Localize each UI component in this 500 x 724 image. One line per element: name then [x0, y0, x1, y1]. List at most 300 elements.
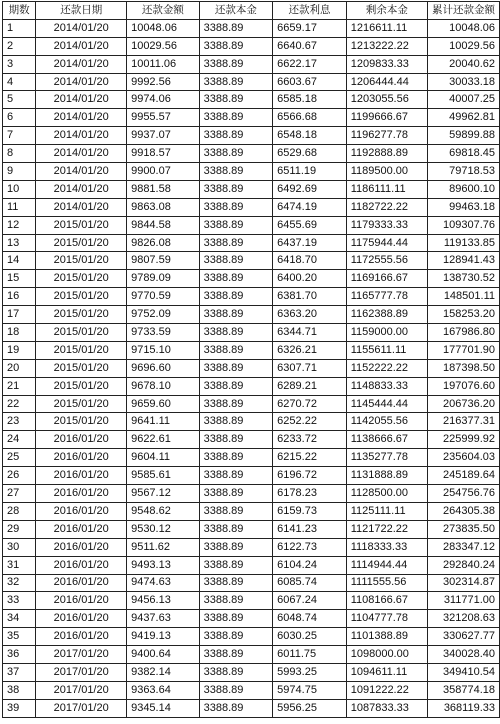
cell-principal: 3388.89: [199, 234, 273, 252]
cell-remaining-principal: 1087833.33: [346, 699, 427, 717]
cell-period: 8: [3, 145, 36, 163]
cell-interest: 6344.71: [273, 324, 347, 342]
cell-interest: 6455.69: [273, 216, 347, 234]
cell-cumulative-amount: 148501.11: [427, 288, 499, 306]
cell-repay-amount: 9419.13: [127, 628, 200, 646]
cell-remaining-principal: 1179333.33: [346, 216, 427, 234]
cell-remaining-principal: 1165777.78: [346, 288, 427, 306]
cell-repay-date: 2015/01/20: [36, 270, 127, 288]
cell-principal: 3388.89: [199, 485, 273, 503]
cell-period: 10: [3, 180, 36, 198]
cell-repay-date: 2016/01/20: [36, 449, 127, 467]
cell-repay-date: 2014/01/20: [36, 198, 127, 216]
cell-period: 5: [3, 91, 36, 109]
cell-period: 29: [3, 520, 36, 538]
cell-repay-amount: 9807.59: [127, 252, 200, 270]
cell-principal: 3388.89: [199, 395, 273, 413]
cell-principal: 3388.89: [199, 538, 273, 556]
cell-repay-amount: 9770.59: [127, 288, 200, 306]
cell-cumulative-amount: 10029.56: [427, 37, 499, 55]
cell-remaining-principal: 1209833.33: [346, 55, 427, 73]
table-row: [3, 663, 500, 681]
cell-principal: 3388.89: [199, 502, 273, 520]
cell-principal: 3388.89: [199, 467, 273, 485]
cell-repay-date: 2014/01/20: [36, 91, 127, 109]
cell-period: 12: [3, 216, 36, 234]
cell-interest: 6104.24: [273, 556, 347, 574]
cell-cumulative-amount: 69818.45: [427, 145, 499, 163]
cell-cumulative-amount: 128941.43: [427, 252, 499, 270]
table-row: [3, 592, 500, 610]
cell-principal: 3388.89: [199, 377, 273, 395]
cell-repay-amount: 9382.14: [127, 663, 200, 681]
cell-interest: 6603.67: [273, 73, 347, 91]
cell-principal: 3388.89: [199, 55, 273, 73]
cell-period: 27: [3, 485, 36, 503]
table-row: [3, 610, 500, 628]
cell-cumulative-amount: 177701.90: [427, 341, 499, 359]
cell-remaining-principal: 1186111.11: [346, 180, 427, 198]
cell-interest: 6418.70: [273, 252, 347, 270]
table-row: [3, 449, 500, 467]
cell-principal: 3388.89: [199, 127, 273, 145]
cell-principal: 3388.89: [199, 556, 273, 574]
table-row: [3, 628, 500, 646]
cell-cumulative-amount: 349410.54: [427, 663, 499, 681]
cell-period: 31: [3, 556, 36, 574]
table-row: [3, 216, 500, 234]
cell-repay-amount: 9641.11: [127, 413, 200, 431]
table-row: [3, 55, 500, 73]
table-row: [3, 198, 500, 216]
cell-principal: 3388.89: [199, 663, 273, 681]
cell-principal: 3388.89: [199, 520, 273, 538]
cell-repay-date: 2015/01/20: [36, 324, 127, 342]
cell-repay-date: 2016/01/20: [36, 592, 127, 610]
table-row: [3, 324, 500, 342]
cell-interest: 6529.68: [273, 145, 347, 163]
cell-repay-amount: 9696.60: [127, 359, 200, 377]
table-row: [3, 681, 500, 699]
cell-principal: 3388.89: [199, 91, 273, 109]
cell-period: 30: [3, 538, 36, 556]
table-row: [3, 413, 500, 431]
cell-repay-date: 2015/01/20: [36, 359, 127, 377]
cell-repay-amount: 9918.57: [127, 145, 200, 163]
cell-interest: 6178.23: [273, 485, 347, 503]
cell-principal: 3388.89: [199, 109, 273, 127]
cell-remaining-principal: 1189500.00: [346, 163, 427, 181]
cell-period: 15: [3, 270, 36, 288]
cell-repay-date: 2015/01/20: [36, 306, 127, 324]
cell-interest: 6122.73: [273, 538, 347, 556]
cell-cumulative-amount: 206736.20: [427, 395, 499, 413]
cell-interest: 6622.17: [273, 55, 347, 73]
table-row: [3, 556, 500, 574]
cell-repay-amount: 9715.10: [127, 341, 200, 359]
cell-repay-amount: 9863.08: [127, 198, 200, 216]
cell-repay-amount: 9659.60: [127, 395, 200, 413]
cell-period: 22: [3, 395, 36, 413]
cell-remaining-principal: 1125111.11: [346, 502, 427, 520]
cell-repay-amount: 9789.09: [127, 270, 200, 288]
cell-period: 7: [3, 127, 36, 145]
cell-repay-date: 2015/01/20: [36, 234, 127, 252]
table-row: [3, 341, 500, 359]
cell-interest: 6307.71: [273, 359, 347, 377]
cell-interest: 6270.72: [273, 395, 347, 413]
table-row: [3, 91, 500, 109]
cell-period: 34: [3, 610, 36, 628]
table-row: [3, 127, 500, 145]
cell-repay-date: 2015/01/20: [36, 413, 127, 431]
cell-remaining-principal: 1111555.56: [346, 574, 427, 592]
cell-repay-amount: 10029.56: [127, 37, 200, 55]
cell-repay-amount: 9678.10: [127, 377, 200, 395]
table-row: [3, 145, 500, 163]
cell-remaining-principal: 1142055.56: [346, 413, 427, 431]
table-row: [3, 163, 500, 181]
cell-period: 13: [3, 234, 36, 252]
cell-period: 4: [3, 73, 36, 91]
cell-cumulative-amount: 10048.06: [427, 19, 499, 37]
cell-remaining-principal: 1155611.11: [346, 341, 427, 359]
cell-cumulative-amount: 264305.38: [427, 502, 499, 520]
cell-interest: 6548.18: [273, 127, 347, 145]
cell-remaining-principal: 1206444.44: [346, 73, 427, 91]
cell-remaining-principal: 1135277.78: [346, 449, 427, 467]
cell-interest: 6011.75: [273, 646, 347, 664]
cell-repay-date: 2016/01/20: [36, 556, 127, 574]
cell-interest: 6640.67: [273, 37, 347, 55]
cell-repay-date: 2017/01/20: [36, 681, 127, 699]
cell-repay-date: 2016/01/20: [36, 467, 127, 485]
cell-repay-amount: 9604.11: [127, 449, 200, 467]
cell-cumulative-amount: 197076.60: [427, 377, 499, 395]
table-row: [3, 109, 500, 127]
cell-repay-date: 2015/01/20: [36, 395, 127, 413]
cell-period: 37: [3, 663, 36, 681]
table-row: [3, 395, 500, 413]
cell-period: 9: [3, 163, 36, 181]
cell-interest: 6566.68: [273, 109, 347, 127]
cell-cumulative-amount: 20040.62: [427, 55, 499, 73]
cell-cumulative-amount: 311771.00: [427, 592, 499, 610]
cell-remaining-principal: 1121722.22: [346, 520, 427, 538]
repayment-schedule-table: [2, 1, 500, 718]
cell-interest: 6492.69: [273, 180, 347, 198]
cell-cumulative-amount: 49962.81: [427, 109, 499, 127]
table-row: [3, 574, 500, 592]
cell-repay-date: 2016/01/20: [36, 628, 127, 646]
table-row: [3, 73, 500, 91]
table-row: [3, 252, 500, 270]
cell-principal: 3388.89: [199, 324, 273, 342]
cell-principal: 3388.89: [199, 413, 273, 431]
cell-period: 2: [3, 37, 36, 55]
cell-repay-date: 2015/01/20: [36, 252, 127, 270]
cell-repay-amount: 9937.07: [127, 127, 200, 145]
cell-period: 33: [3, 592, 36, 610]
cell-repay-date: 2014/01/20: [36, 145, 127, 163]
cell-principal: 3388.89: [199, 681, 273, 699]
cell-period: 18: [3, 324, 36, 342]
cell-repay-amount: 10048.06: [127, 19, 200, 37]
cell-repay-date: 2014/01/20: [36, 127, 127, 145]
cell-interest: 6030.25: [273, 628, 347, 646]
cell-repay-amount: 9974.06: [127, 91, 200, 109]
cell-interest: 6141.23: [273, 520, 347, 538]
cell-repay-amount: 9363.64: [127, 681, 200, 699]
cell-interest: 6326.21: [273, 341, 347, 359]
table-row: [3, 37, 500, 55]
cell-remaining-principal: 1094611.11: [346, 663, 427, 681]
cell-principal: 3388.89: [199, 288, 273, 306]
cell-repay-amount: 9345.14: [127, 699, 200, 717]
cell-repay-date: 2017/01/20: [36, 699, 127, 717]
cell-repay-date: 2016/01/20: [36, 520, 127, 538]
table-row: [3, 485, 500, 503]
cell-interest: 6289.21: [273, 377, 347, 395]
cell-interest: 6159.73: [273, 502, 347, 520]
cell-interest: 6437.19: [273, 234, 347, 252]
cell-cumulative-amount: 216377.31: [427, 413, 499, 431]
cell-cumulative-amount: 167986.80: [427, 324, 499, 342]
cell-cumulative-amount: 138730.52: [427, 270, 499, 288]
cell-remaining-principal: 1172555.56: [346, 252, 427, 270]
cell-period: 35: [3, 628, 36, 646]
cell-interest: 6511.19: [273, 163, 347, 181]
cell-cumulative-amount: 235604.03: [427, 449, 499, 467]
cell-cumulative-amount: 368119.33: [427, 699, 499, 717]
cell-cumulative-amount: 158253.20: [427, 306, 499, 324]
cell-remaining-principal: 1138666.67: [346, 431, 427, 449]
cell-principal: 3388.89: [199, 270, 273, 288]
cell-principal: 3388.89: [199, 592, 273, 610]
cell-cumulative-amount: 119133.85: [427, 234, 499, 252]
table-row: [3, 359, 500, 377]
cell-period: 20: [3, 359, 36, 377]
cell-principal: 3388.89: [199, 574, 273, 592]
table-row: [3, 502, 500, 520]
cell-remaining-principal: 1159000.00: [346, 324, 427, 342]
table-row: [3, 699, 500, 717]
cell-repay-amount: 9955.57: [127, 109, 200, 127]
cell-cumulative-amount: 40007.25: [427, 91, 499, 109]
cell-repay-amount: 9900.07: [127, 163, 200, 181]
cell-remaining-principal: 1182722.22: [346, 198, 427, 216]
cell-period: 17: [3, 306, 36, 324]
header-interest: 还款利息: [273, 2, 347, 20]
cell-principal: 3388.89: [199, 163, 273, 181]
header-period: 期数: [3, 2, 36, 20]
cell-repay-date: 2017/01/20: [36, 646, 127, 664]
table-row: [3, 19, 500, 37]
cell-period: 19: [3, 341, 36, 359]
cell-interest: 6400.20: [273, 270, 347, 288]
cell-repay-date: 2014/01/20: [36, 55, 127, 73]
cell-interest: 6363.20: [273, 306, 347, 324]
cell-repay-amount: 9456.13: [127, 592, 200, 610]
cell-remaining-principal: 1118333.33: [346, 538, 427, 556]
cell-interest: 6474.19: [273, 198, 347, 216]
cell-period: 38: [3, 681, 36, 699]
cell-interest: 5974.75: [273, 681, 347, 699]
table-row: [3, 377, 500, 395]
cell-period: 28: [3, 502, 36, 520]
cell-period: 1: [3, 19, 36, 37]
table-row: [3, 646, 500, 664]
cell-cumulative-amount: 292840.24: [427, 556, 499, 574]
cell-remaining-principal: 1203055.56: [346, 91, 427, 109]
cell-cumulative-amount: 89600.10: [427, 180, 499, 198]
cell-period: 3: [3, 55, 36, 73]
cell-remaining-principal: 1148833.33: [346, 377, 427, 395]
header-repay-date: 还款日期: [36, 2, 127, 20]
cell-repay-amount: 9567.12: [127, 485, 200, 503]
cell-principal: 3388.89: [199, 628, 273, 646]
cell-interest: 6067.24: [273, 592, 347, 610]
table-row: [3, 538, 500, 556]
cell-repay-amount: 9752.09: [127, 306, 200, 324]
cell-remaining-principal: 1145444.44: [346, 395, 427, 413]
cell-principal: 3388.89: [199, 646, 273, 664]
cell-period: 32: [3, 574, 36, 592]
cell-principal: 3388.89: [199, 252, 273, 270]
cell-repay-date: 2016/01/20: [36, 485, 127, 503]
cell-remaining-principal: 1114944.44: [346, 556, 427, 574]
cell-repay-date: 2015/01/20: [36, 377, 127, 395]
cell-interest: 5993.25: [273, 663, 347, 681]
cell-cumulative-amount: 245189.64: [427, 467, 499, 485]
cell-interest: 5956.25: [273, 699, 347, 717]
cell-cumulative-amount: 30033.18: [427, 73, 499, 91]
cell-repay-amount: 9511.62: [127, 538, 200, 556]
cell-period: 6: [3, 109, 36, 127]
cell-remaining-principal: 1199666.67: [346, 109, 427, 127]
cell-repay-date: 2014/01/20: [36, 37, 127, 55]
header-principal: 还款本金: [199, 2, 273, 20]
cell-cumulative-amount: 273835.50: [427, 520, 499, 538]
cell-repay-amount: 9992.56: [127, 73, 200, 91]
cell-principal: 3388.89: [199, 19, 273, 37]
cell-principal: 3388.89: [199, 145, 273, 163]
cell-period: 24: [3, 431, 36, 449]
cell-principal: 3388.89: [199, 449, 273, 467]
cell-remaining-principal: 1175944.44: [346, 234, 427, 252]
cell-cumulative-amount: 302314.87: [427, 574, 499, 592]
cell-interest: 6585.18: [273, 91, 347, 109]
cell-principal: 3388.89: [199, 306, 273, 324]
cell-interest: 6659.17: [273, 19, 347, 37]
table-row: [3, 431, 500, 449]
cell-period: 23: [3, 413, 36, 431]
cell-repay-date: 2014/01/20: [36, 19, 127, 37]
cell-repay-date: 2015/01/20: [36, 216, 127, 234]
cell-cumulative-amount: 99463.18: [427, 198, 499, 216]
cell-principal: 3388.89: [199, 341, 273, 359]
cell-repay-date: 2014/01/20: [36, 163, 127, 181]
cell-cumulative-amount: 109307.76: [427, 216, 499, 234]
cell-cumulative-amount: 225999.92: [427, 431, 499, 449]
cell-repay-amount: 9493.13: [127, 556, 200, 574]
cell-cumulative-amount: 187398.50: [427, 359, 499, 377]
cell-remaining-principal: 1213222.22: [346, 37, 427, 55]
cell-remaining-principal: 1162388.89: [346, 306, 427, 324]
cell-cumulative-amount: 254756.76: [427, 485, 499, 503]
cell-principal: 3388.89: [199, 431, 273, 449]
cell-repay-date: 2014/01/20: [36, 180, 127, 198]
cell-principal: 3388.89: [199, 610, 273, 628]
cell-period: 36: [3, 646, 36, 664]
cell-principal: 3388.89: [199, 216, 273, 234]
cell-interest: 6085.74: [273, 574, 347, 592]
table-row: [3, 467, 500, 485]
cell-repay-amount: 9400.64: [127, 646, 200, 664]
cell-remaining-principal: 1108166.67: [346, 592, 427, 610]
cell-cumulative-amount: 321208.63: [427, 610, 499, 628]
cell-repay-date: 2016/01/20: [36, 610, 127, 628]
cell-cumulative-amount: 59899.88: [427, 127, 499, 145]
cell-repay-amount: 9474.63: [127, 574, 200, 592]
cell-remaining-principal: 1196277.78: [346, 127, 427, 145]
cell-cumulative-amount: 340028.40: [427, 646, 499, 664]
cell-repay-amount: 10011.06: [127, 55, 200, 73]
table-row: [3, 180, 500, 198]
cell-repay-amount: 9530.12: [127, 520, 200, 538]
cell-repay-date: 2016/01/20: [36, 431, 127, 449]
table-row: [3, 270, 500, 288]
cell-repay-amount: 9844.58: [127, 216, 200, 234]
cell-principal: 3388.89: [199, 180, 273, 198]
table-row: [3, 306, 500, 324]
cell-interest: 6215.22: [273, 449, 347, 467]
table-row: [3, 234, 500, 252]
cell-repay-date: 2015/01/20: [36, 341, 127, 359]
cell-repay-amount: 9881.58: [127, 180, 200, 198]
cell-interest: 6381.70: [273, 288, 347, 306]
header-remaining-principal: 剩余本金: [346, 2, 427, 20]
cell-principal: 3388.89: [199, 359, 273, 377]
cell-period: 25: [3, 449, 36, 467]
cell-remaining-principal: 1131888.89: [346, 467, 427, 485]
cell-repay-date: 2014/01/20: [36, 109, 127, 127]
cell-principal: 3388.89: [199, 37, 273, 55]
cell-period: 39: [3, 699, 36, 717]
cell-remaining-principal: 1152222.22: [346, 359, 427, 377]
cell-remaining-principal: 1091222.22: [346, 681, 427, 699]
cell-repay-date: 2015/01/20: [36, 288, 127, 306]
cell-interest: 6233.72: [273, 431, 347, 449]
cell-interest: 6196.72: [273, 467, 347, 485]
cell-repay-date: 2016/01/20: [36, 502, 127, 520]
cell-principal: 3388.89: [199, 73, 273, 91]
cell-repay-date: 2017/01/20: [36, 663, 127, 681]
cell-repay-amount: 9733.59: [127, 324, 200, 342]
header-row: [3, 2, 500, 20]
cell-repay-amount: 9548.62: [127, 502, 200, 520]
cell-period: 21: [3, 377, 36, 395]
cell-period: 16: [3, 288, 36, 306]
cell-remaining-principal: 1098000.00: [346, 646, 427, 664]
cell-principal: 3388.89: [199, 198, 273, 216]
cell-period: 11: [3, 198, 36, 216]
cell-repay-date: 2014/01/20: [36, 73, 127, 91]
cell-repay-date: 2016/01/20: [36, 538, 127, 556]
cell-period: 26: [3, 467, 36, 485]
cell-repay-amount: 9585.61: [127, 467, 200, 485]
cell-remaining-principal: 1216611.11: [346, 19, 427, 37]
